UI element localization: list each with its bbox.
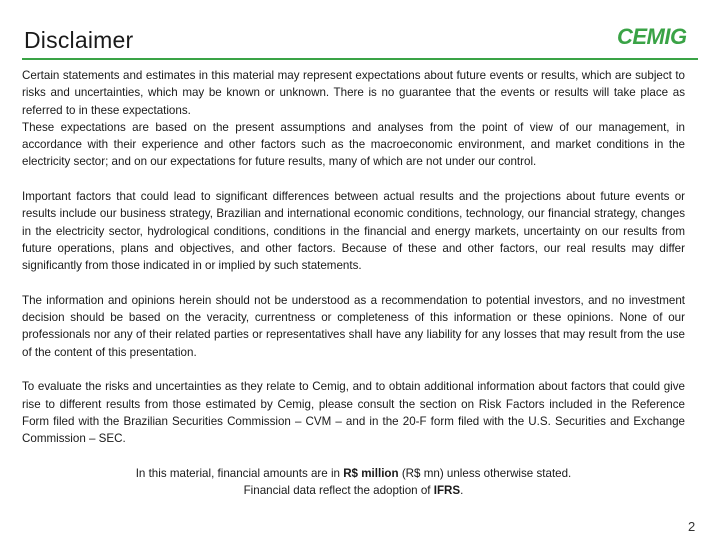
disclaimer-body (22, 67, 685, 499)
cemig-logo (617, 22, 695, 50)
page-number: 2 (688, 519, 696, 534)
financial-note-line-2: Financial data reflect the adoption of IFRS. (243, 484, 464, 498)
paragraph-1: Certain statements and estimates in this material may represent expectations about future events or results, which are subject to risks and uncertainties, which may be known or unknown. There is no guarantee that the events or results will take place as referred to in these expectations. (22, 69, 685, 117)
financial-note (22, 465, 685, 500)
paragraph-5: To evaluate the risks and uncertainties as they relate to Cemig, and to obtain additional information about factors that could give rise to different results from those estimated by Cemig, please consult the section on Risk Factors included in the Reference Form filed with the Brazilian Securities Commission – CVM – and in the 20-F form filed with the U.S. Securities and Exchange Commission – SEC. (22, 380, 685, 446)
paragraph-3: Important factors that could lead to significant differences between actual results and the projections about future events or results include our business strategy, Brazilian and international economic conditions, technology, our financial strategy, changes in the electricity sector, hydrological conditions, conditions in the financial and energy markets, uncertainty on our results from future operations, plans and objectives, and other factors. Because of these and other factors, our real results may differ significantly from those indicated in or implied by such statements. (22, 190, 685, 273)
paragraph-4: The information and opinions herein should not be understood as a recommendation to potential investors, and no investment decision should be based on the veracity, currentness or completeness of this information or these opinions. None of our professionals nor any of their related parties or representatives shall have any liability for any losses that may result from the use of the content of this presentation. (22, 293, 685, 359)
logo-text: CEMIG (617, 24, 687, 49)
page-title: Disclaimer (24, 27, 134, 53)
financial-note-line-1: In this material, financial amounts are in R$ million (R$ mn) unless otherwise stated. (135, 466, 572, 480)
paragraph-2: These expectations are based on the present assumptions and analyses from the point of view of our management, in accordance with their experience and other factors such as the macroeconomic environment, and market conditions in the electricity sector; and on our expectations for future results, many of which are not under our control. (22, 120, 685, 169)
title-divider (22, 58, 698, 60)
